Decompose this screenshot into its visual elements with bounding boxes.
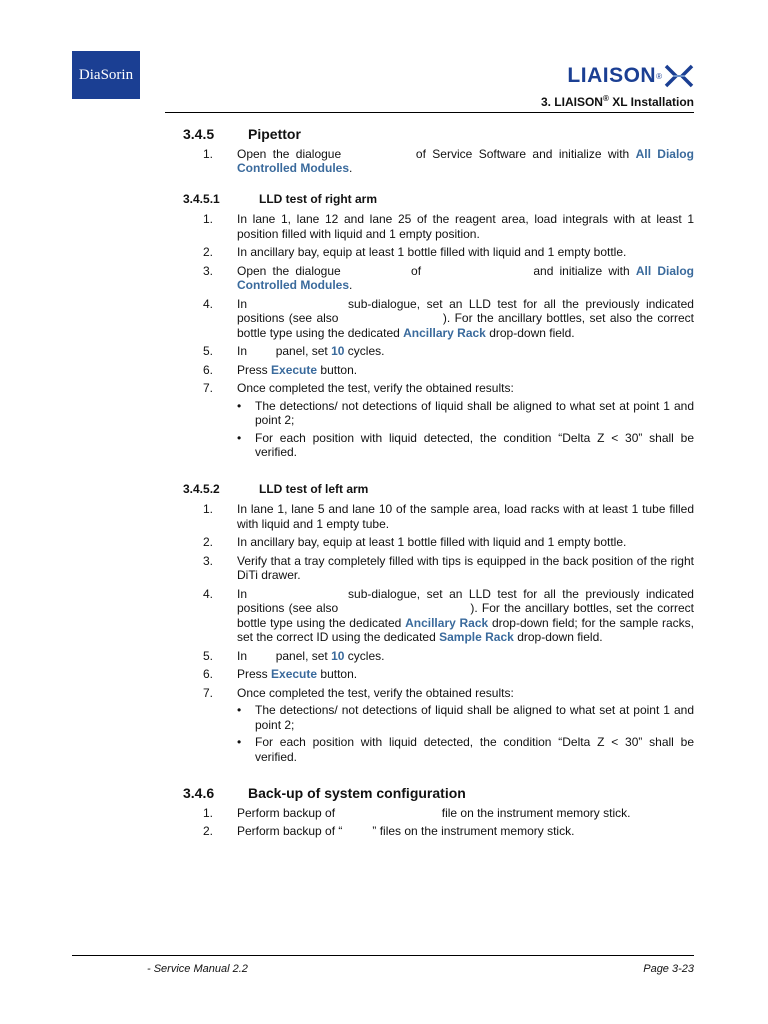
brand-registered-mark: ®: [656, 71, 662, 81]
result-bullets: [237, 703, 694, 764]
list-item: 4. In sub-dialogue, set an LLD test for all the previously indicated positions (see also ). For the ancillary bottles, set also the correct bottle type using the dedicated Ancillary Rack drop-down field.: [203, 296, 695, 340]
section-heading-3-4-6: 3.4.6 Back-up of system configuration: [183, 785, 466, 801]
list-item: 1. Open the dialogue of Service Software and initialize with All Dialog Controlled Modules.: [203, 146, 694, 175]
list-item: 1. In lane 1, lane 12 and lane 25 of the reagent area, load integrals with at least 1 position filled with liquid and 1 empty position.: [203, 212, 694, 241]
footer-page-number: Page 3-23: [643, 963, 694, 975]
steps-3-4-6: [183, 806, 694, 839]
bullet-icon: •: [237, 398, 242, 413]
list-item: 7. Once completed the test, verify the obtained results: • The detections/ not detections of liquid shall be aligned to what set at point 1 and point 2; • For each position with liquid detected, the condition “Delta Z < 30” shall be verified.: [203, 685, 694, 764]
chapter-title: 3. LIAISON® XL Installation: [540, 94, 694, 109]
diasorin-logo: [72, 51, 140, 99]
bullet-icon: •: [237, 735, 242, 749]
brand-wordmark: LIAISON: [567, 64, 657, 87]
list-item: 3. Open the dialogue of and initialize with All Dialog Controlled Modules.: [203, 263, 694, 292]
section-heading-3-4-5-2: 3.4.5.2 LLD test of left arm: [183, 481, 369, 496]
list-item: • For each position with liquid detected, the condition “Delta Z < 30” shall be verified.: [237, 430, 694, 459]
list-item: 5. In panel, set 10 cycles.: [203, 648, 385, 663]
steps-3-4-5-1: [183, 212, 694, 460]
list-item: 6. Press Execute button.: [203, 667, 358, 681]
footer-divider: [72, 955, 694, 956]
list-item: 7. Once completed the test, verify the obtained results: • The detections/ not detections of liquid shall be aligned to what set at point 1 and point 2; • For each position with liquid detected, the condition “Delta Z < 30” shall be verified.: [203, 381, 694, 459]
liaison-x-icon: [664, 64, 694, 88]
steps-3-4-5: [183, 147, 694, 176]
list-item: 4. In sub-dialogue, set an LLD test for all the previously indicated positions (see also ). For the ancillary bottles, set the correct bottle type using the dedicated Ancillary Rack drop-down field; for the sample racks, set the correct ID using the dedicated Sample Rack drop-down field.: [203, 586, 694, 644]
bullet-icon: •: [237, 430, 242, 445]
logo-text: DiaSorin: [78, 66, 134, 83]
list-item: 5. In panel, set 10 cycles.: [203, 344, 385, 358]
list-item: 3. Verify that a tray completely filled with tips is equipped in the back position of the right DiTi drawer.: [203, 553, 694, 582]
page-content: [183, 127, 694, 839]
list-item: 6. Press Execute button.: [203, 362, 358, 377]
bullet-icon: •: [237, 703, 242, 717]
list-item: 1. Perform backup of file on the instrument memory stick.: [203, 805, 631, 820]
list-item: • The detections/ not detections of liquid shall be aligned to what set at point 1 and point 2;: [237, 703, 694, 732]
list-item: 2. In ancillary bay, equip at least 1 bottle filled with liquid and 1 empty bottle.: [203, 245, 627, 259]
list-item: • For each position with liquid detected, the condition “Delta Z < 30” shall be verified.: [237, 735, 694, 764]
section-heading-3-4-5: 3.4.5 Pipettor: [183, 126, 301, 142]
list-item: 1. In lane 1, lane 5 and lane 10 of the sample area, load racks with at least 1 tube filled with liquid and 1 empty tube.: [203, 502, 694, 531]
liaison-brand-logo: [567, 64, 694, 88]
list-item: 2. Perform backup of “ ” files on the instrument memory stick.: [203, 824, 575, 838]
header-divider: [165, 112, 694, 113]
list-item: 2. In ancillary bay, equip at least 1 bottle filled with liquid and 1 empty bottle.: [203, 535, 627, 549]
result-bullets: [237, 399, 694, 460]
section-heading-3-4-5-1: 3.4.5.1 LLD test of right arm: [183, 191, 378, 206]
footer-manual-version: - Service Manual 2.2: [147, 963, 248, 975]
steps-3-4-5-2: [183, 502, 694, 764]
list-item: • The detections/ not detections of liquid shall be aligned to what set at point 1 and point 2;: [237, 398, 694, 427]
